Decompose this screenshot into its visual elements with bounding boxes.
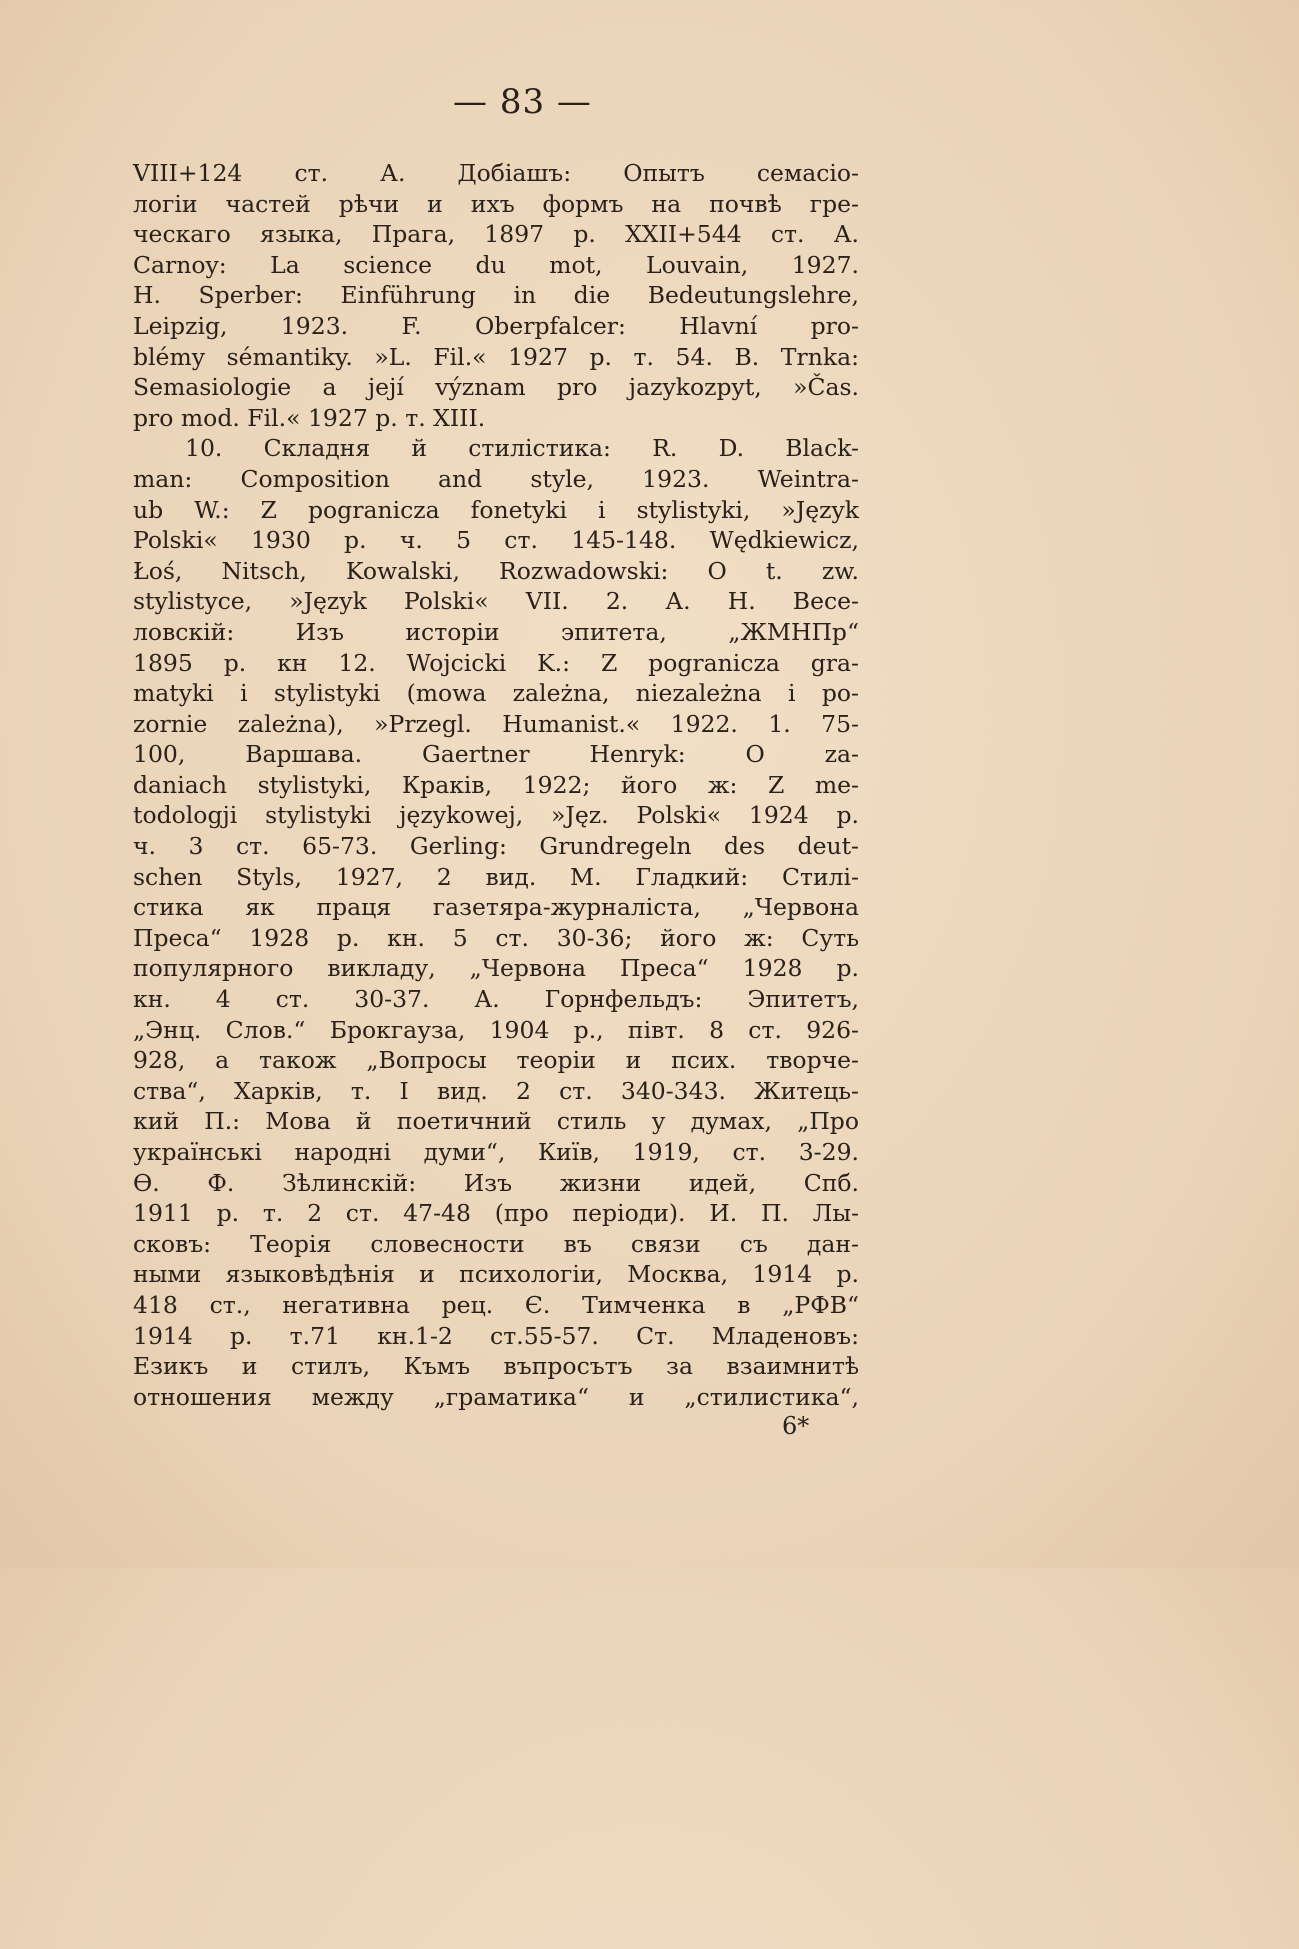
- text-line: популярного викладу, „Червона Преса“ 1928 р.: [133, 954, 859, 983]
- text-line: Езикъ и стилъ, Къмъ въпросътъ за взаимнитѣ: [133, 1352, 859, 1381]
- text-line: логiи частей рѣчи и ихъ формъ на почвѣ гре-: [133, 189, 859, 218]
- text-line: Łoś, Nitsch, Kowalski, Rozwadowski: O t. zw.: [133, 556, 859, 585]
- text-line: ub W.: Z pogranicza fonetyki i stylistyki, »Język: [133, 495, 859, 524]
- text-line: 1895 р. кн 12. Wojcicki K.: Z pogranicza gra-: [133, 648, 859, 677]
- text-line: 100, Варшава. Gaertner Henryk: O za-: [133, 740, 859, 769]
- text-line: todologji stylistyki językowej, »Jęz. Polski« 1924 р.: [133, 801, 859, 830]
- text-line: Преса“ 1928 р. кн. 5 ст. 30-36; його ж: Суть: [133, 923, 859, 952]
- text-line: кий П.: Мова й поетичний стиль у думах, „Про: [133, 1107, 859, 1136]
- text-line: pro mod. Fil.« 1927 р. т. XIII.: [133, 403, 486, 432]
- text-line: українські народні думи“, Київ, 1919, ст. 3-29.: [133, 1138, 859, 1166]
- text-line: ными языковѣдѣнiя и психологiи, Москва, 1914 р.: [133, 1260, 859, 1289]
- text-line: кн. 4 ст. 30-37. А. Горнфельдъ: Эпитетъ,: [133, 985, 859, 1014]
- text-line: Carnoy: La science du mot, Louvain, 1927.: [133, 250, 859, 279]
- text-line: 10. Складня й стилістика: R. D. Black-: [185, 434, 859, 463]
- text-line: ловскiй: Изъ исторiи эпитета, „ЖМНПр“: [133, 617, 859, 646]
- text-line: Semasiologie a její význam pro jazykozpyt, »Čas.: [133, 373, 859, 402]
- text-line: стика як праця газетяра-журналіста, „Червона: [133, 893, 859, 922]
- body-text: [133, 158, 859, 1412]
- text-line: matyki i stylistyki (mowa zależna, niezależna i po-: [133, 679, 859, 708]
- page-number: — 83 —: [453, 82, 592, 122]
- text-line: Polski« 1930 р. ч. 5 ст. 145-148. Wędkiewicz,: [133, 526, 859, 555]
- text-line: blémy sémantiky. »L. Fil.« 1927 р. т. 54. B. Trnka:: [133, 342, 859, 371]
- text-line: schen Styls, 1927, 2 вид. М. Гладкий: Стилі-: [133, 862, 859, 891]
- text-line: daniach stylistyki, Краків, 1922; його ж: Z me-: [133, 770, 859, 799]
- text-line: отношения между „граматика“ и „стилистика“,: [133, 1382, 859, 1411]
- text-line: ческаго языка, Прага, 1897 р. XXII+544 ст. А.: [133, 220, 859, 249]
- text-line: ства“, Харків, т. I вид. 2 ст. 340-343. Житець-: [133, 1076, 859, 1105]
- text-line: ч. 3 ст. 65-73. Gerling: Grundregeln des deut-: [133, 832, 859, 861]
- signature-mark: 6*: [782, 1412, 810, 1440]
- text-line: Leipzig, 1923. F. Oberpfalcer: Hlavní pro-: [133, 311, 859, 340]
- text-line: stylistyce, »Język Polski« VII. 2. А. Н. Весе-: [133, 587, 859, 616]
- text-line: 928, а також „Вопросы теорiи и псих. творче-: [133, 1046, 859, 1075]
- text-line: 418 ст., негативна рец. Є. Тимченка в „РФВ“: [133, 1290, 859, 1319]
- text-line: H. Sperber: Einführung in die Bedeutungslehre,: [133, 281, 859, 310]
- text-line: „Энц. Слов.“ Брокгауза, 1904 р., півт. 8 ст. 926-: [133, 1015, 859, 1044]
- text-line: Ѳ. Ф. Зѣлинскiй: Изъ жизни идей, Спб.: [133, 1168, 859, 1197]
- text-line: 1914 р. т.71 кн.1-2 ст.55-57. Ст. Младеновъ:: [133, 1321, 859, 1350]
- text-line: сковъ: Теорiя словесности въ связи съ дан-: [133, 1229, 859, 1258]
- text-line: man: Composition and style, 1923. Weintra-: [133, 464, 859, 493]
- text-line: 1911 р. т. 2 ст. 47-48 (про періоди). И. П. Лы-: [133, 1199, 859, 1228]
- text-line: zornie zależna), »Przegl. Humanist.« 1922. 1. 75-: [133, 709, 859, 738]
- text-line: VIII+124 ст. А. Добiашъ: Опытъ семасiо-: [133, 159, 859, 187]
